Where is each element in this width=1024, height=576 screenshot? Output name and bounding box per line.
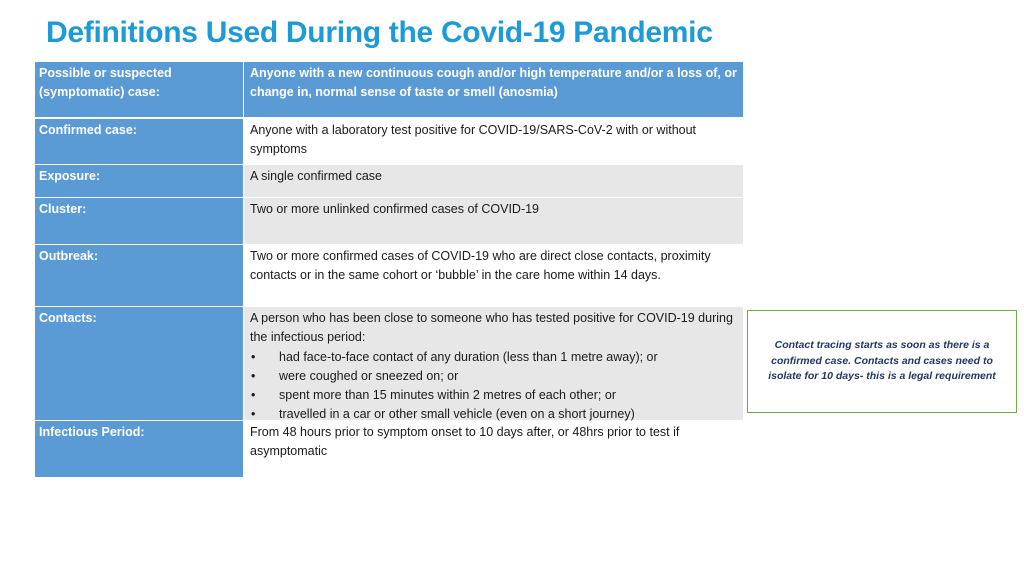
row-value: From 48 hours prior to symptom onset to 10 days after, or 48hrs prior to test if asymptomatic xyxy=(244,421,743,477)
table-row-suspected-case xyxy=(35,62,743,117)
bullet-icon: • xyxy=(251,388,256,403)
bullet-icon: • xyxy=(251,349,256,364)
table-row-exposure xyxy=(35,165,743,197)
contact-tracing-note xyxy=(747,310,1017,413)
list-item: • spent more than 15 minutes within 2 metres of each other; or xyxy=(250,386,737,405)
list-item: • travelled in a car or other small vehicle (even on a short journey) xyxy=(250,405,737,424)
bullet-icon: • xyxy=(251,368,256,383)
list-item: • were coughed or sneezed on; or xyxy=(250,367,737,386)
row-label: Confirmed case: xyxy=(35,119,244,164)
table-row-cluster xyxy=(35,198,743,244)
row-label: Outbreak: xyxy=(35,245,244,306)
row-value: Anyone with a laboratory test positive for COVID-19/SARS-CoV-2 with or without symptoms xyxy=(244,119,743,164)
page-title: Definitions Used During the Covid-19 Pandemic xyxy=(46,16,713,49)
note-text: Contact tracing starts as soon as there is a confirmed case. Contacts and cases need to isolate for 10 days- this is a legal requirement xyxy=(768,339,996,383)
row-value: A single confirmed case xyxy=(244,165,743,197)
table-row-outbreak xyxy=(35,245,743,306)
row-label: Infectious Period: xyxy=(35,421,244,477)
contacts-intro: A person who has been close to someone who has tested positive for COVID-19 during the infectious period: xyxy=(250,311,733,345)
row-label: Contacts: xyxy=(35,307,244,420)
contacts-bullet-list xyxy=(250,348,737,425)
table-row-contacts xyxy=(35,307,743,420)
row-value: Two or more unlinked confirmed cases of COVID-19 xyxy=(244,198,743,244)
row-label: Possible or suspected (symptomatic) case: xyxy=(35,62,244,117)
list-item: • had face-to-face contact of any duration (less than 1 metre away); or xyxy=(250,348,737,367)
row-label: Exposure: xyxy=(35,165,244,197)
row-value xyxy=(244,307,743,420)
row-value: Anyone with a new continuous cough and/or high temperature and/or a loss of, or change in, normal sense of taste or smell (anosmia) xyxy=(244,62,743,117)
row-label: Cluster: xyxy=(35,198,244,244)
bullet-icon: • xyxy=(251,407,256,422)
row-value: Two or more confirmed cases of COVID-19 who are direct close contacts, proximity contacts or in the same cohort or ‘bubble’ in the care home within 14 days. xyxy=(244,245,743,306)
table-row-infectious-period xyxy=(35,421,743,477)
table-row-confirmed-case xyxy=(35,119,743,164)
